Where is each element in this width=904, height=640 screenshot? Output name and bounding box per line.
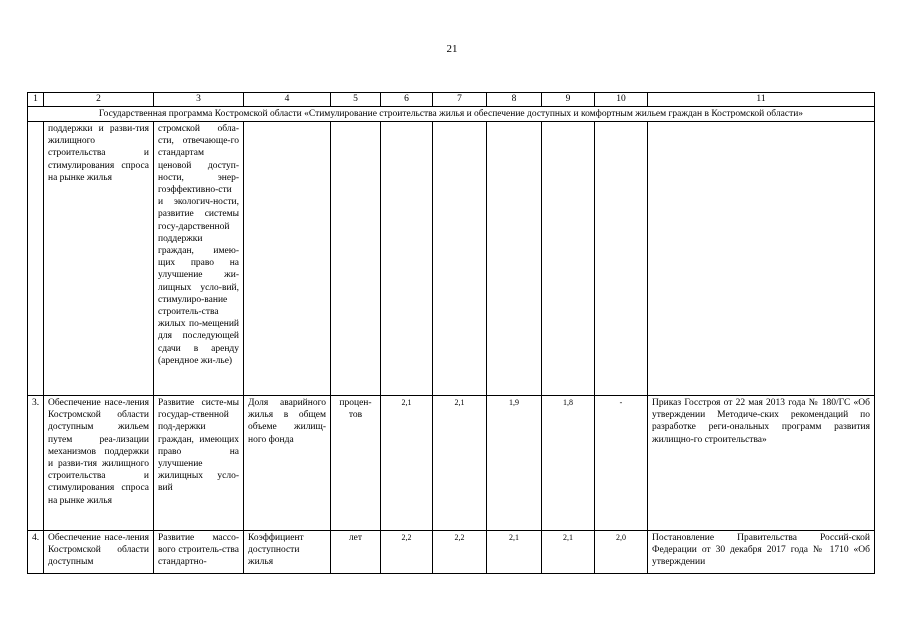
column-header: 4 (244, 93, 331, 107)
column-number-row (28, 93, 875, 107)
value-cell: - (595, 396, 648, 531)
row-number (28, 122, 44, 396)
task-cell: Развитие систе-мы государ-ственной под-держки граждан, имеющих право на улучшение жилищных усло-вий (154, 396, 244, 531)
table-row (28, 122, 875, 396)
column-header: 3 (154, 93, 244, 107)
value-cell (595, 122, 648, 396)
value-cell (381, 122, 433, 396)
row-number: 4. (28, 531, 44, 574)
value-cell: 2,0 (595, 531, 648, 574)
column-header: 11 (648, 93, 875, 107)
unit-cell: лет (331, 531, 381, 574)
value-cell (433, 122, 487, 396)
column-header: 8 (487, 93, 542, 107)
value-cell (542, 122, 595, 396)
column-header: 5 (331, 93, 381, 107)
value-cell (487, 122, 542, 396)
value-cell: 1,8 (542, 396, 595, 531)
column-header: 7 (433, 93, 487, 107)
goal-cell: Обеспечение насе-ления Костромской области доступным жильем путем реа-лизации механизмов поддержки и разви-тия жилищного строительства и стимулирования спроса на рынке жилья (44, 396, 154, 531)
program-title-row (28, 107, 875, 122)
unit-cell (331, 122, 381, 396)
table-row (28, 531, 875, 574)
indicator-cell (244, 122, 331, 396)
column-header: 6 (381, 93, 433, 107)
page-number: 21 (446, 43, 458, 55)
indicator-cell: Доля аварийного жилья в общем объеме жилищ-ного фонда (244, 396, 331, 531)
value-cell: 2,2 (433, 531, 487, 574)
row-number: 3. (28, 396, 44, 531)
goal-cell: поддержки и разви-тия жилищного строительства и стимулирования спроса на рынке жилья (44, 122, 154, 396)
column-header: 10 (595, 93, 648, 107)
basis-cell (648, 122, 875, 396)
column-header: 1 (28, 93, 44, 107)
column-header: 2 (44, 93, 154, 107)
goal-cell: Обеспечение насе-ления Костромской области доступным (44, 531, 154, 574)
value-cell: 2,1 (381, 396, 433, 531)
task-cell: стромской обла-сти, отвечающе-го стандартам ценовой доступ-ности, энер-гоэффективно-сти и экологич-ности, развитие системы госу-дарственной поддержки граждан, имею-щих право на улучшение жи-лищных усло-вий, стимулиро-вание строитель-ства жилых по-мещений для последующей сдачи в аренду (арендное жи-лье) (154, 122, 244, 396)
value-cell: 2,2 (381, 531, 433, 574)
value-cell: 2,1 (487, 531, 542, 574)
indicators-table (27, 92, 875, 574)
table-row (28, 396, 875, 531)
program-title: Государственная программа Костромской области «Стимулирование строительства жилья и обеспечение доступных и комфортным жильем граждан в Костромской области» (28, 107, 875, 122)
unit-cell: процен-тов (331, 396, 381, 531)
basis-cell: Приказ Госстроя от 22 мая 2013 года № 180/ГС «Об утверждении Методиче-ских рекомендаций по разработке реги-ональных программ развития жилищно-го строительства» (648, 396, 875, 531)
task-cell: Развитие массо-вого строитель-ства стандартно- (154, 531, 244, 574)
column-header: 9 (542, 93, 595, 107)
basis-cell: Постановление Правительства Россий-ской Федерации от 30 декабря 2017 года № 1710 «Об утверждении (648, 531, 875, 574)
value-cell: 2,1 (542, 531, 595, 574)
value-cell: 2,1 (433, 396, 487, 531)
indicator-cell: Коэффициент доступности жилья (244, 531, 331, 574)
value-cell: 1,9 (487, 396, 542, 531)
